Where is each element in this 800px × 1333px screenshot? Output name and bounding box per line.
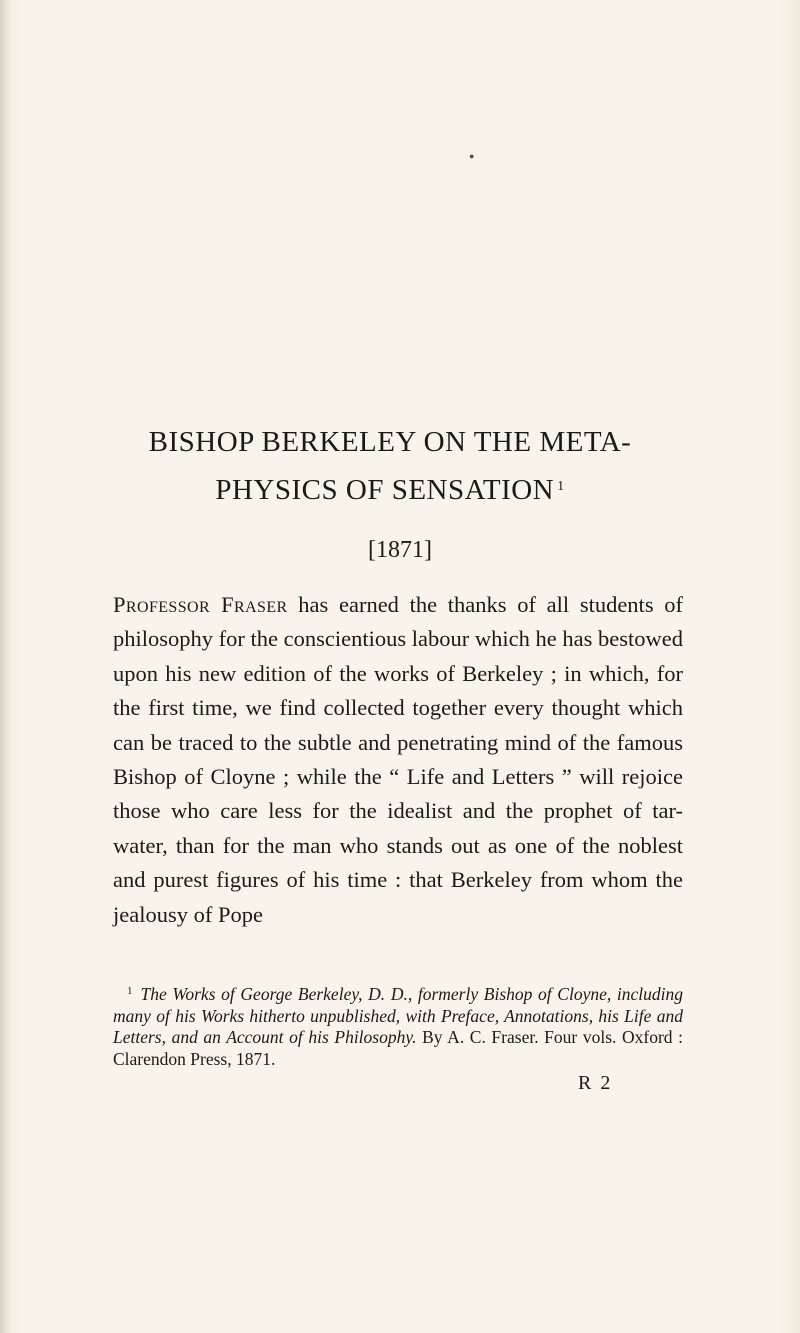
footnote-citation-roman: By A. C. Fraser. Four vols. Oxford : Clarendon Press, 1871. bbox=[113, 1027, 683, 1069]
article-title bbox=[110, 424, 670, 460]
footnote-marker: 1 bbox=[127, 985, 133, 997]
article-title-line-1: BISHOP BERKELEY ON THE META- bbox=[148, 426, 632, 458]
article-date: [1871] bbox=[368, 537, 432, 563]
title-footnote-ref: 1 bbox=[557, 479, 565, 494]
footnote-citation-italic: The Works of George Berkeley, D. D., formerly Bishop of Cloyne, including many of his Works hitherto unpublished, with Preface, Annotations, his Life and Letters, and an Account of his Philosophy. bbox=[113, 984, 683, 1047]
article-title-continued bbox=[110, 469, 670, 508]
ink-speck: ● bbox=[469, 151, 475, 161]
gutter-shadow bbox=[0, 0, 10, 1333]
footnote bbox=[113, 981, 683, 1070]
signature-mark: R 2 bbox=[578, 1072, 613, 1094]
body-paragraph bbox=[113, 588, 683, 932]
article-title-line-2: PHYSICS OF SENSATION bbox=[215, 474, 555, 506]
lead-small-caps: Professor Fraser bbox=[113, 592, 288, 617]
body-text: has earned the thanks of all students of philosophy for the conscientious labour which he has bestowed upon his new edition of the works of Berkeley ; in which, for the first time, we find collected together every thought which can be traced to the subtle and penetrating mind of the famous Bishop of Cloyne ; while the “ Life and Letters ” will rejoice those who care less for the idealist and the prophet of tar-water, than for the man who stands out as one of the noblest and purest figures of his time : that Berkeley from whom the jealousy of Pope bbox=[113, 592, 683, 927]
